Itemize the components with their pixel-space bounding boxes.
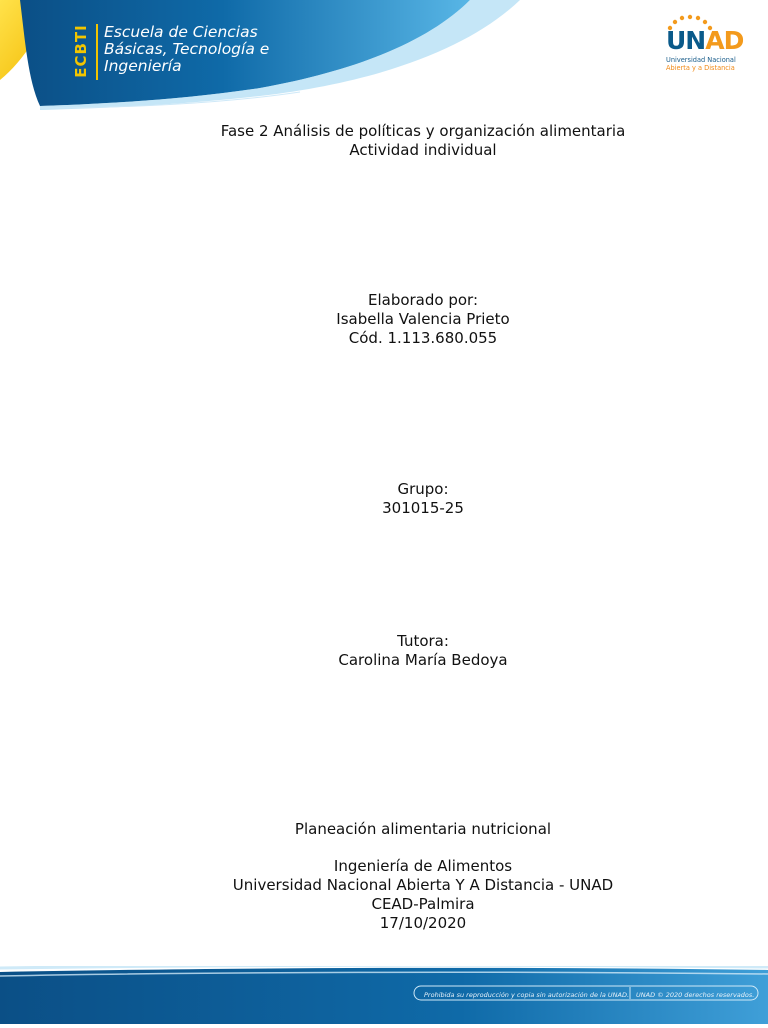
school-name (104, 24, 269, 75)
course-center: CEAD-Palmira (371, 895, 475, 913)
course-university: Universidad Nacional Abierta Y A Distancia - UNAD (232, 876, 614, 894)
ecbti-divider (96, 24, 98, 80)
footer-notice: Prohibida su reproducción y copia sin autorización de la UNAD. (424, 991, 630, 999)
author-label: Elaborado por: (367, 291, 479, 309)
author-block (0, 291, 768, 348)
unad-logo (666, 26, 743, 55)
document-date: 17/10/2020 (379, 914, 467, 932)
tutor-name: Carolina María Bedoya (338, 651, 508, 669)
institution-block (0, 857, 768, 933)
school-name-line2: Básicas, Tecnología e (104, 40, 270, 58)
document-title (0, 122, 768, 160)
author-name: Isabella Valencia Prieto (336, 310, 510, 328)
group-value: 301015-25 (382, 499, 464, 517)
group-block (0, 480, 768, 518)
ecbti-vertical-label (70, 22, 92, 80)
unad-logo-sub1: Universidad Nacional (666, 56, 736, 64)
author-code: Cód. 1.113.680.055 (348, 329, 498, 347)
school-name-line1: Escuela de Ciencias (104, 23, 258, 41)
ecbti-text: ECBTI (72, 24, 91, 78)
school-name-line3: Ingeniería (104, 57, 182, 75)
unad-logo-ad: AD (705, 26, 744, 55)
title-line1: Fase 2 Análisis de políticas y organización alimentaria (220, 122, 626, 140)
unad-logo-subtitle (666, 56, 736, 72)
group-label: Grupo: (397, 480, 449, 498)
unad-logo-sub2: Abierta y a Distancia (666, 64, 735, 72)
footer-copyright: UNAD © 2020 derechos reservados. (636, 991, 755, 999)
course-program: Ingeniería de Alimentos (333, 857, 513, 875)
unad-logo-un: UN (666, 26, 706, 55)
course-name: Planeación alimentaria nutricional (294, 820, 552, 838)
course-name-block (0, 820, 768, 839)
tutor-block (0, 632, 768, 670)
tutor-label: Tutora: (397, 632, 449, 650)
title-line2: Actividad individual (349, 141, 497, 159)
